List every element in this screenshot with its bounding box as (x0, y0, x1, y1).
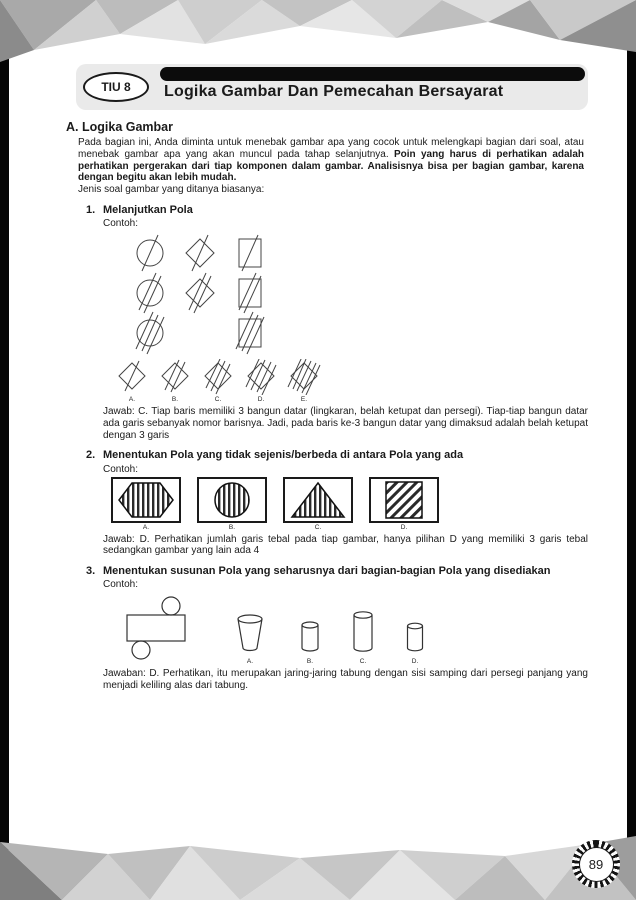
item-2-number: 2. (86, 449, 96, 462)
top-polygon-banner (0, 0, 636, 62)
item-2-answer: Jawab: D. Perhatikan jumlah garis tebal pada tiap gambar, hanya pilihan D yang memiliki 3 garis tebal sedangkan gambar yang lain ada 4 (103, 533, 588, 557)
page-number (579, 847, 614, 882)
item-1-option-b (158, 359, 192, 403)
option-label: A. (246, 658, 254, 666)
item-2-option-b (197, 477, 267, 531)
item-1-example-label: Contoh: (103, 218, 139, 230)
option-label: A. (142, 523, 150, 531)
item-2-option-c (283, 477, 353, 531)
item-3-heading (86, 565, 588, 578)
option-a-diamond-figure (115, 359, 149, 395)
left-border-bar (0, 38, 9, 850)
striped-circle-figure (197, 477, 267, 523)
option-label: D. (411, 658, 419, 666)
question-type-3 (86, 565, 588, 692)
option-label: C. (314, 523, 322, 531)
page-content (64, 64, 588, 692)
section-label: A. (66, 120, 79, 134)
item-1-option-c (201, 359, 235, 403)
chapter-badge (83, 72, 149, 102)
striped-square-figure (369, 477, 439, 523)
option-label: E. (300, 396, 308, 404)
item-2-title: Menentukan Pola yang tidak sejenis/berbeda di antara Pola yang ada (103, 449, 464, 462)
item-1-option-a (115, 359, 149, 403)
chapter-title: Logika Gambar Dan Pemecahan Bersayarat (164, 83, 504, 100)
option-d-diamond-figure (244, 359, 278, 395)
net-of-cylinder-figure (111, 593, 203, 665)
option-label: B. (228, 523, 236, 531)
section-title: Logika Gambar (81, 120, 173, 134)
item-1-answer: Jawab: C. Tiap baris memiliki 3 bangun datar (lingkaran, belah ketupat dan persegi). Tiap-tiap bangun datar ada garis sebanyak nomor barisnya. Jadi, pada baris ke-3 bangun datar yang dimaksud adalah belah ketupat dengan 3 garis (103, 406, 588, 441)
right-border-bar (627, 38, 636, 850)
short-cylinder-figure (403, 619, 427, 657)
item-1-title: Melanjutkan Pola (103, 204, 193, 217)
item-2-option-d (369, 477, 439, 531)
item-3-answer: Jawaban: D. Perhatikan, itu merupakan jaring-jaring tabung dengan sisi samping dari persegi panjang yang menjadi keliling alas dari tabung. (103, 668, 588, 691)
option-label: C. (359, 658, 367, 666)
item-1-options-row (115, 359, 588, 403)
pattern-grid-figure (115, 231, 588, 357)
item-1-number: 1. (86, 204, 96, 217)
cup-shape-figure (229, 609, 271, 657)
section-intro-tail: Jenis soal gambar yang ditanya biasanya: (78, 184, 265, 196)
option-label: A. (128, 396, 136, 404)
item-2-option-a (111, 477, 181, 531)
option-b-diamond-figure (158, 359, 192, 395)
odd-one-out-figure (111, 477, 588, 531)
item-3-option-d (403, 619, 427, 665)
option-label: C. (214, 396, 222, 404)
item-3-example-label: Contoh: (103, 579, 139, 591)
item-3-option-a (229, 609, 271, 665)
bottom-polygon-banner (0, 828, 636, 900)
chapter-badge-label: TIU 8 (101, 80, 131, 94)
option-label: B. (171, 396, 179, 404)
chapter-header (76, 64, 588, 110)
option-label: D. (400, 523, 408, 531)
question-type-1 (86, 204, 588, 441)
burst-icon (572, 840, 620, 888)
page-number-badge (572, 840, 620, 888)
item-1-heading (86, 204, 588, 217)
item-1-option-e (287, 359, 321, 403)
item-2-example-label: Contoh: (103, 463, 139, 475)
header-bar (160, 67, 585, 81)
section-heading (66, 120, 588, 134)
option-c-diamond-figure (201, 359, 235, 395)
question-type-2 (86, 449, 588, 557)
item-2-heading (86, 449, 588, 462)
tall-cylinder-figure (349, 607, 377, 657)
section-intro-paragraph (78, 137, 584, 184)
option-e-diamond-figure (287, 359, 321, 395)
option-label: B. (306, 658, 314, 666)
cylinder-net-figure (111, 593, 588, 665)
item-3-option-c (349, 607, 377, 665)
item-1-option-d (244, 359, 278, 403)
striped-triangle-figure (283, 477, 353, 523)
intro-regular-text: Pada bagian ini, Anda diminta untuk menebak gambar apa yang cocok untuk melengkapi bagian dari soal, atau menebak gambar apa yang akan muncul pada tahap selanjutnya. (78, 137, 584, 160)
item-3-option-b (297, 617, 323, 665)
item-3-number: 3. (86, 565, 96, 577)
striped-hexagon-figure (111, 477, 181, 523)
item-3-title: Menentukan susunan Pola yang seharusnya dari bagian-bagian Pola yang disediakan (103, 565, 551, 577)
option-label: D. (257, 396, 265, 404)
small-cylinder-figure (297, 617, 323, 657)
page-number-text: 89 (588, 856, 604, 872)
intro-bold-text: Poin yang harus di perhatikan adalah perhatikan pergerakan dari tiap komponen dalam gambar. Analisisnya bisa per bagian gambar, karena dengan begitu akan lebih mudah. (78, 148, 585, 184)
